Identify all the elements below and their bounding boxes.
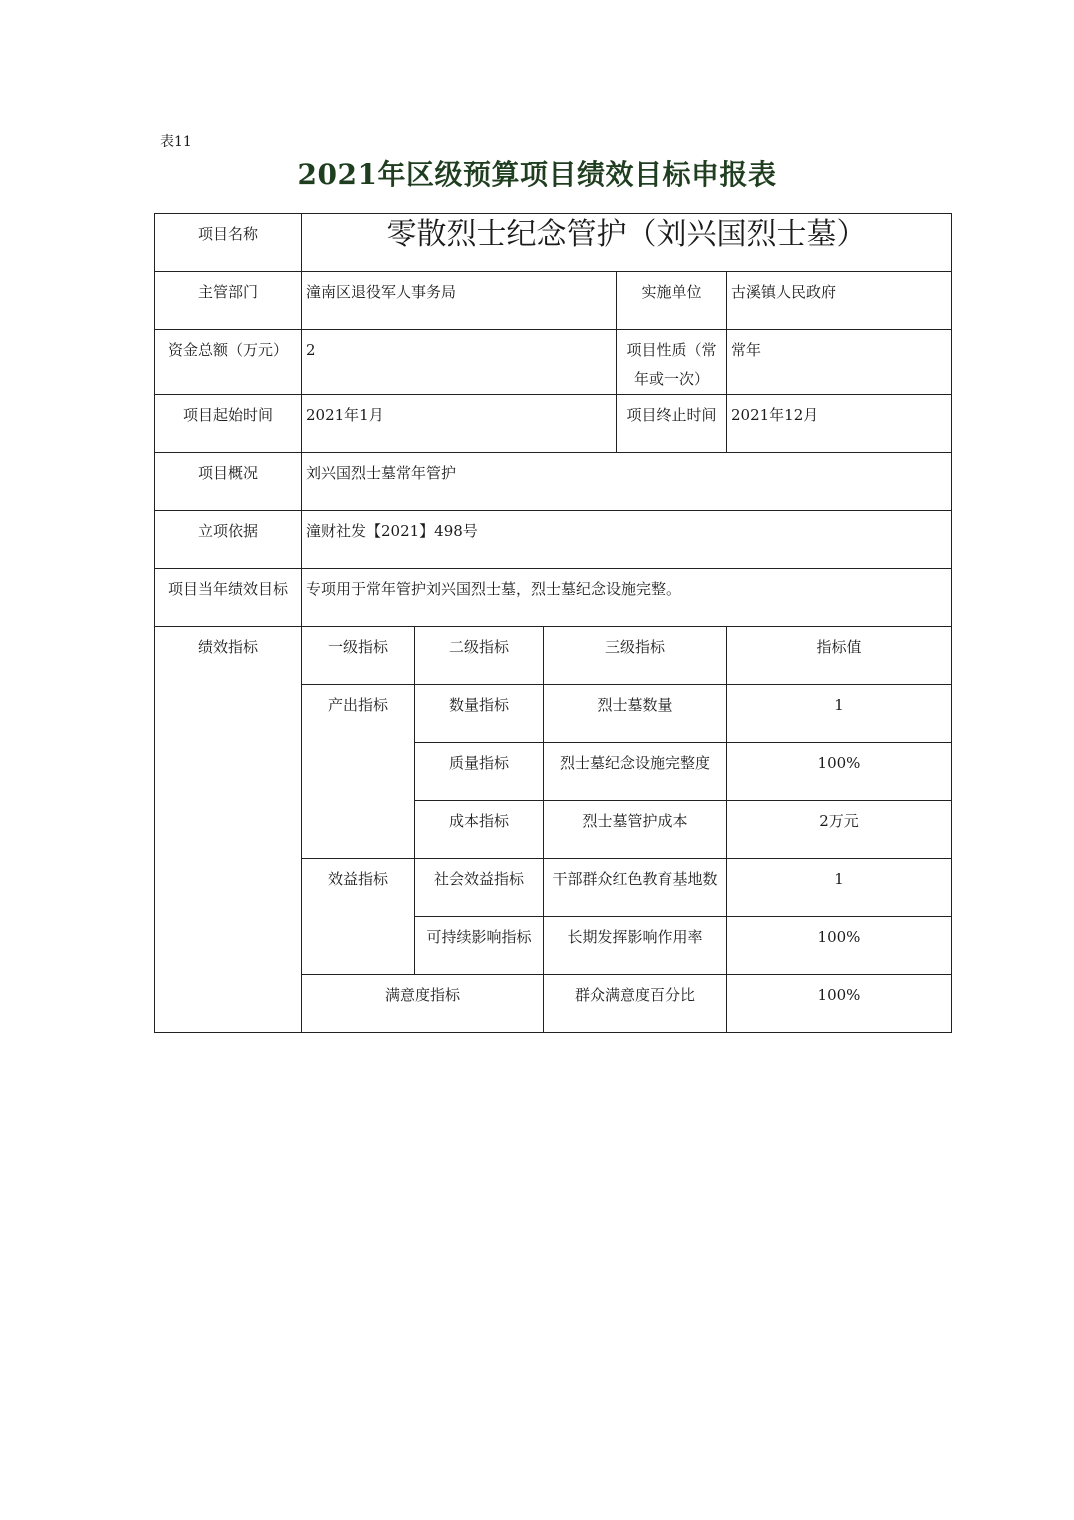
row-period	[155, 395, 952, 453]
dept-label: 主管部门	[155, 272, 302, 330]
header-value: 指标值	[727, 627, 952, 685]
start-value: 2021年1月	[302, 395, 617, 453]
value-cell: 100%	[727, 975, 952, 1033]
level1-satisfaction: 满意度指标	[302, 975, 544, 1033]
performance-target-form	[154, 213, 952, 1033]
table-number: 表11	[160, 134, 192, 150]
level3-cell: 烈士墓数量	[544, 685, 727, 743]
project-name-label: 项目名称	[155, 214, 302, 272]
fund-value: 2	[302, 330, 617, 395]
value-cell: 100%	[727, 743, 952, 801]
overview-label: 项目概况	[155, 453, 302, 511]
goal-label: 项目当年绩效目标	[155, 569, 302, 627]
header-level1: 一级指标	[302, 627, 415, 685]
value-cell: 2万元	[727, 801, 952, 859]
start-label: 项目起始时间	[155, 395, 302, 453]
row-overview	[155, 453, 952, 511]
level3-cell: 烈士墓管护成本	[544, 801, 727, 859]
end-label: 项目终止时间	[617, 395, 727, 453]
row-basis	[155, 511, 952, 569]
value-cell: 1	[727, 685, 952, 743]
level3-cell: 烈士墓纪念设施完整度	[544, 743, 727, 801]
row-fund	[155, 330, 952, 395]
level1-output: 产出指标	[302, 685, 415, 859]
row-project-name	[155, 214, 952, 272]
end-value: 2021年12月	[727, 395, 952, 453]
project-name-value: 零散烈士纪念管护（刘兴国烈士墓）	[302, 214, 952, 272]
goal-value: 专项用于常年管护刘兴国烈士墓，烈士墓纪念设施完整。	[302, 569, 952, 627]
indicator-section-label: 绩效指标	[155, 627, 302, 1033]
nature-value: 常年	[727, 330, 952, 395]
fund-label: 资金总额（万元）	[155, 330, 302, 395]
level2-cell: 质量指标	[415, 743, 544, 801]
document-title: 2021年区级预算项目绩效目标申报表	[297, 158, 777, 191]
impl-label: 实施单位	[617, 272, 727, 330]
value-cell: 100%	[727, 917, 952, 975]
row-department	[155, 272, 952, 330]
level3-cell: 干部群众红色教育基地数	[544, 859, 727, 917]
level2-cell: 数量指标	[415, 685, 544, 743]
level2-cell: 社会效益指标	[415, 859, 544, 917]
basis-label: 立项依据	[155, 511, 302, 569]
row-goal	[155, 569, 952, 627]
header-level2: 二级指标	[415, 627, 544, 685]
level3-cell: 长期发挥影响作用率	[544, 917, 727, 975]
value-cell: 1	[727, 859, 952, 917]
indicator-header-row	[155, 627, 952, 685]
level3-cell: 群众满意度百分比	[544, 975, 727, 1033]
level2-cell: 成本指标	[415, 801, 544, 859]
level2-cell: 可持续影响指标	[415, 917, 544, 975]
overview-value: 刘兴国烈士墓常年管护	[302, 453, 952, 511]
header-level3: 三级指标	[544, 627, 727, 685]
nature-label: 项目性质（常年或一次）	[617, 330, 727, 395]
dept-value: 潼南区退役军人事务局	[302, 272, 617, 330]
basis-value: 潼财社发【2021】498号	[302, 511, 952, 569]
level1-benefit: 效益指标	[302, 859, 415, 975]
impl-value: 古溪镇人民政府	[727, 272, 952, 330]
